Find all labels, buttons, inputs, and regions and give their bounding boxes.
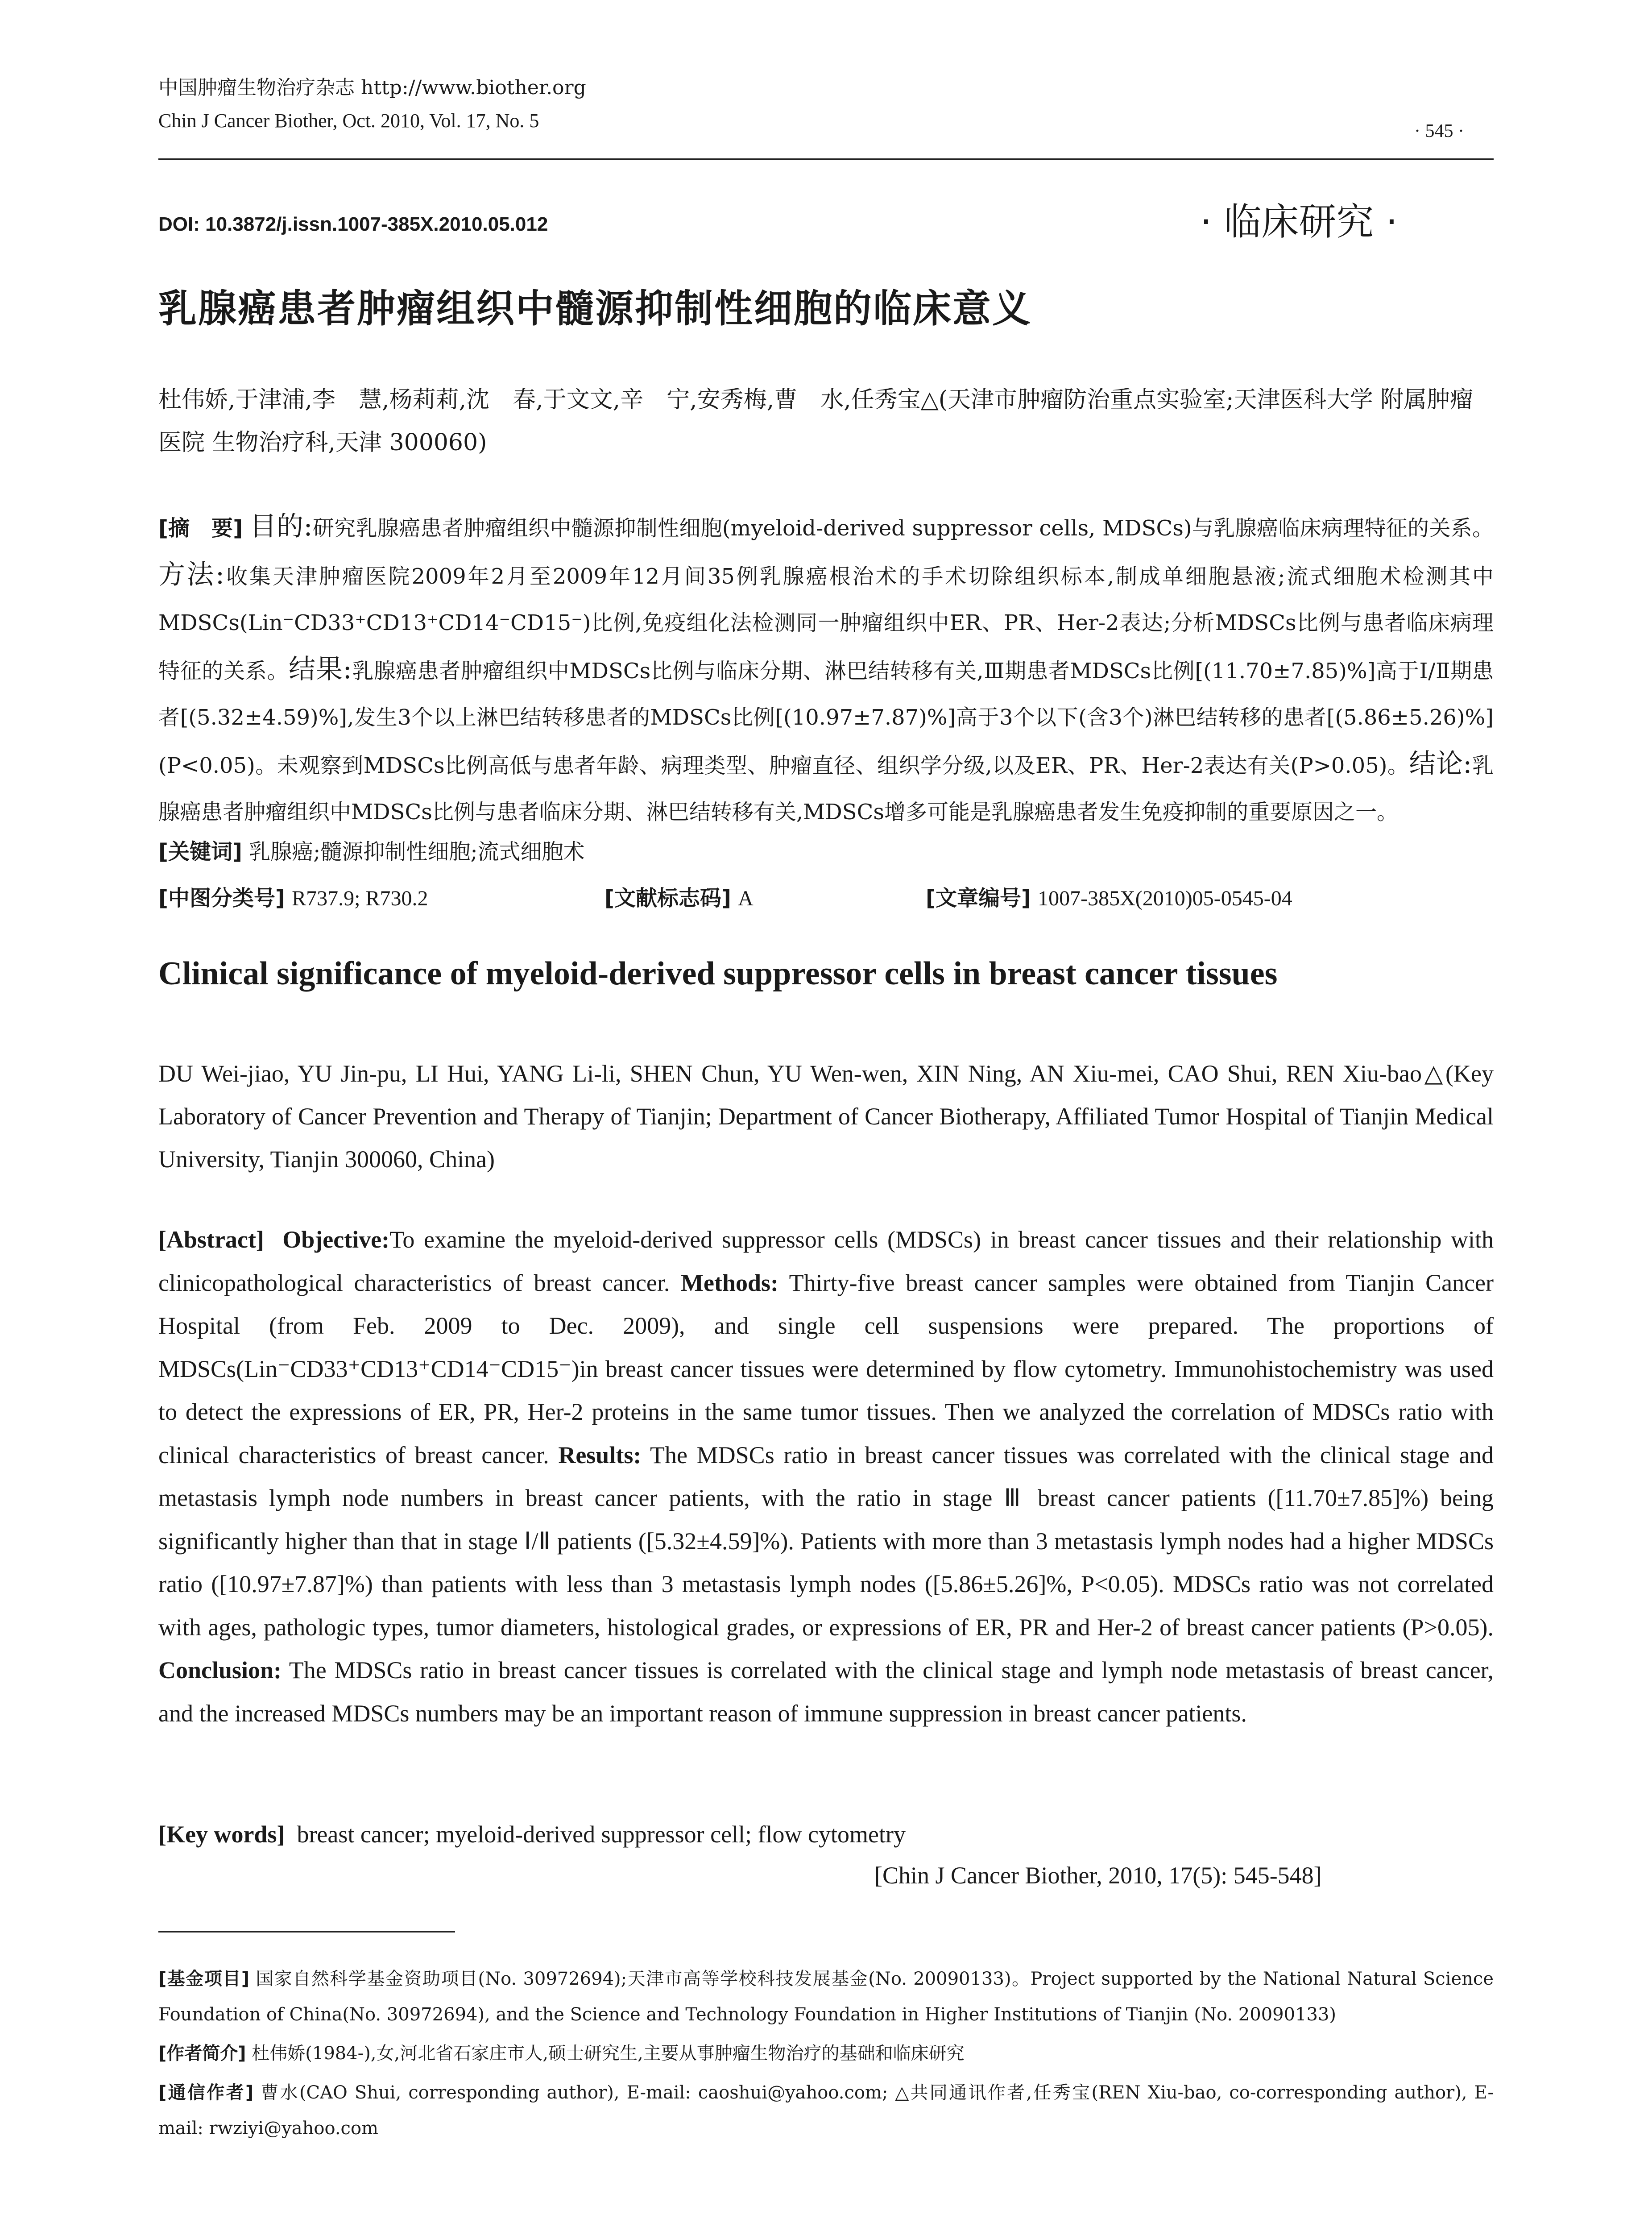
document-code: [文献标志码] A (604, 886, 754, 911)
conclusion-label-en: Conclusion: (158, 1657, 282, 1684)
methods-label-cn: 方法: (158, 559, 225, 590)
methods-text-cn: 收集天津肿瘤医院2009年2月至2009年12月间35例乳腺癌根治术的手术切除组织标本,制成单细胞悬液;流式细胞术检测其中MDSCs(Lin⁻CD33⁺CD13⁺CD14⁻CD15⁻)比例,免疫组化法检测同一肿瘤组织中ER、PR、Her-2表达;分析MDSCs比例与患者临床病理特征的关系。 (158, 564, 1494, 684)
footnote-author-intro (158, 2036, 1494, 2071)
footnote-rule (158, 1931, 455, 1932)
clc-number: [中图分类号] R737.9; R730.2 (158, 886, 428, 911)
header-rule (158, 158, 1494, 160)
author-intro-tag: [作者简介] (158, 2043, 246, 2064)
classification-row (158, 881, 1494, 912)
keywords-cn-tag: [关键词] (158, 839, 242, 864)
journal-header-en: Chin J Cancer Biother, Oct. 2010, Vol. 17, No. 5 (158, 110, 539, 132)
keywords-en-tag: [Key words] (158, 1821, 285, 1848)
objective-label-cn: 目的: (249, 511, 313, 542)
authors-en: DU Wei-jiao, YU Jin-pu, LI Hui, YANG Li-li, SHEN Chun, YU Wen-wen, XIN Ning, AN Xiu-mei, CAO Shui, REN Xiu-bao△(Key Laboratory of Cancer Prevention and Therapy of Tianjin; Department of Cancer Biotherapy, Affiliated Tumor Hospital of Tianjin Medical University, Tianjin 300060, China) (158, 1060, 1494, 1173)
results-text-en: The MDSCs ratio in breast cancer tissues was correlated with the clinical stage and metastasis lymph node numbers in breast cancer patients, with the ratio in stage Ⅲ breast cancer patients ([11.70±7.85]%) being significantly higher than that in stage Ⅰ/Ⅱ patients ([5.32±4.59]%). Patients with more than 3 metastasis lymph nodes had a higher MDSCs ratio ([10.97±7.87]%) than patients with less than 3 metastasis lymph nodes ([5.86±5.26]%, P<0.05). MDSCs ratio was not correlated with ages, pathologic types, tumor diameters, histological grades, or expressions of ER, PR and Her-2 of breast cancer patients (P>0.05). (158, 1441, 1494, 1641)
objective-label-en: Objective: (282, 1226, 390, 1253)
section-label: · 临床研究 · (1200, 200, 1398, 244)
article-number: [文章编号] 1007-385X(2010)05-0545-04 (926, 886, 1292, 911)
methods-text-en: Thirty-five breast cancer samples were obtained from Tianjin Cancer Hospital (from Feb. 2009 to Dec. 2009), and single cell suspensions were prepared. The proportions of MDSCs(Lin⁻CD33⁺CD13⁺CD14⁻CD15⁻)in breast cancer tissues were determined by flow cytometry. Immunohistochemistry was used to detect the expressions of ER, PR, Her-2 proteins in the same tumor tissues. Then we analyzed the correlation of MDSCs ratio with clinical characteristics of breast cancer. (158, 1269, 1494, 1468)
article-title-cn: 乳腺癌患者肿瘤组织中髓源抑制性细胞的临床意义 (158, 286, 1032, 331)
keywords-en (158, 1820, 906, 1848)
conclusion-label-cn: 结论: (1409, 748, 1472, 780)
methods-label-en: Methods: (681, 1269, 778, 1296)
keywords-cn-text: 乳腺癌;髓源抑制性细胞;流式细胞术 (249, 839, 585, 864)
doi: DOI: 10.3872/j.issn.1007-385X.2010.05.012 (158, 213, 548, 235)
correspondence-text: 曹水(CAO Shui, corresponding author), E-mail: caoshui@yahoo.com; △共同通讯作者,任秀宝(REN Xiu-bao, co-corresponding author), E-mail: rwziyi@yahoo.com (158, 2082, 1494, 2139)
results-text-cn: 乳腺癌患者肿瘤组织中MDSCs比例与临床分期、淋巴结转移有关,Ⅲ期患者MDSCs比例[(11.70±7.85)%]高于Ⅰ/Ⅱ期患者[(5.32±4.59)%],发生3个以上淋巴结转移患者的MDSCs比例[(10.97±7.87)%]高于3个以下(含3个)淋巴结转移的患者[(5.86±5.26)%](P<0.05)。未观察到MDSCs比例高低与患者年龄、病理类型、肿瘤直径、组织学分级,以及ER、PR、Her-2表达有关(P>0.05)。 (158, 659, 1494, 778)
author-intro-text: 杜伟娇(1984-),女,河北省石家庄市人,硕士研究生,主要从事肿瘤生物治疗的基础和临床研究 (252, 2043, 965, 2064)
journal-header-cn: 中国肿瘤生物治疗杂志 http://www.biother.org (158, 76, 586, 99)
results-label-cn: 结果: (289, 654, 352, 685)
footnote-correspondence (158, 2075, 1494, 2146)
conclusion-text-cn: 乳腺癌患者肿瘤组织中MDSCs比例与患者临床分期、淋巴结转移有关,MDSCs增多可能是乳腺癌患者发生免疫抑制的重要原因之一。 (158, 753, 1494, 825)
correspondence-tag: [通信作者] (158, 2082, 254, 2103)
abstract-cn-tag: [摘 要] (158, 516, 243, 541)
keywords-en-text: breast cancer; myeloid-derived suppressor cell; flow cytometry (297, 1821, 906, 1848)
objective-text-cn: 研究乳腺癌患者肿瘤组织中髓源抑制性细胞(myeloid-derived suppressor cells, MDSCs)与乳腺癌临床病理特征的关系。 (312, 516, 1494, 541)
authors-cn: 杜伟娇,于津浦,李 慧,杨莉莉,沈 春,于文文,辛 宁,安秀梅,曹 水,任秀宝△(天津市肿瘤防治重点实验室;天津医科大学 附属肿瘤医院 生物治疗科,天津 300060) (158, 386, 1474, 456)
abstract-en-tag: [Abstract] (158, 1226, 264, 1253)
objective-text-en: To examine the myeloid-derived suppressor cells (MDSCs) in breast cancer tissues and their relationship with clinicopathological characteristics of breast cancer. (158, 1226, 1494, 1296)
funding-text: 国家自然科学基金资助项目(No. 30972694);天津市高等学校科技发展基金(No. 20090133)。Project supported by the National Natural Science Foundation of China(No. 30972694), and the Science and Technology Foundation in Higher Institutions of Tianjin (No. 20090133) (158, 1969, 1494, 2025)
keywords-cn (158, 834, 585, 865)
citation: [Chin J Cancer Biother, 2010, 17(5): 545-548] (874, 1862, 1322, 1889)
page-number: · 545 · (1414, 121, 1464, 141)
funding-tag: [基金项目] (158, 1969, 250, 1989)
abstract-cn (158, 503, 1494, 835)
footnote-funding (158, 1961, 1494, 2032)
results-label-en: Results: (558, 1441, 642, 1468)
article-title-en: Clinical significance of myeloid-derived suppressor cells in breast cancer tissues (158, 955, 1278, 992)
abstract-en (158, 1218, 1494, 1735)
conclusion-text-en: The MDSCs ratio in breast cancer tissues is correlated with the clinical stage and lymph node metastasis of breast cancer, and the increased MDSCs numbers may be an important reason of immune suppression in breast cancer patients. (158, 1657, 1494, 1727)
